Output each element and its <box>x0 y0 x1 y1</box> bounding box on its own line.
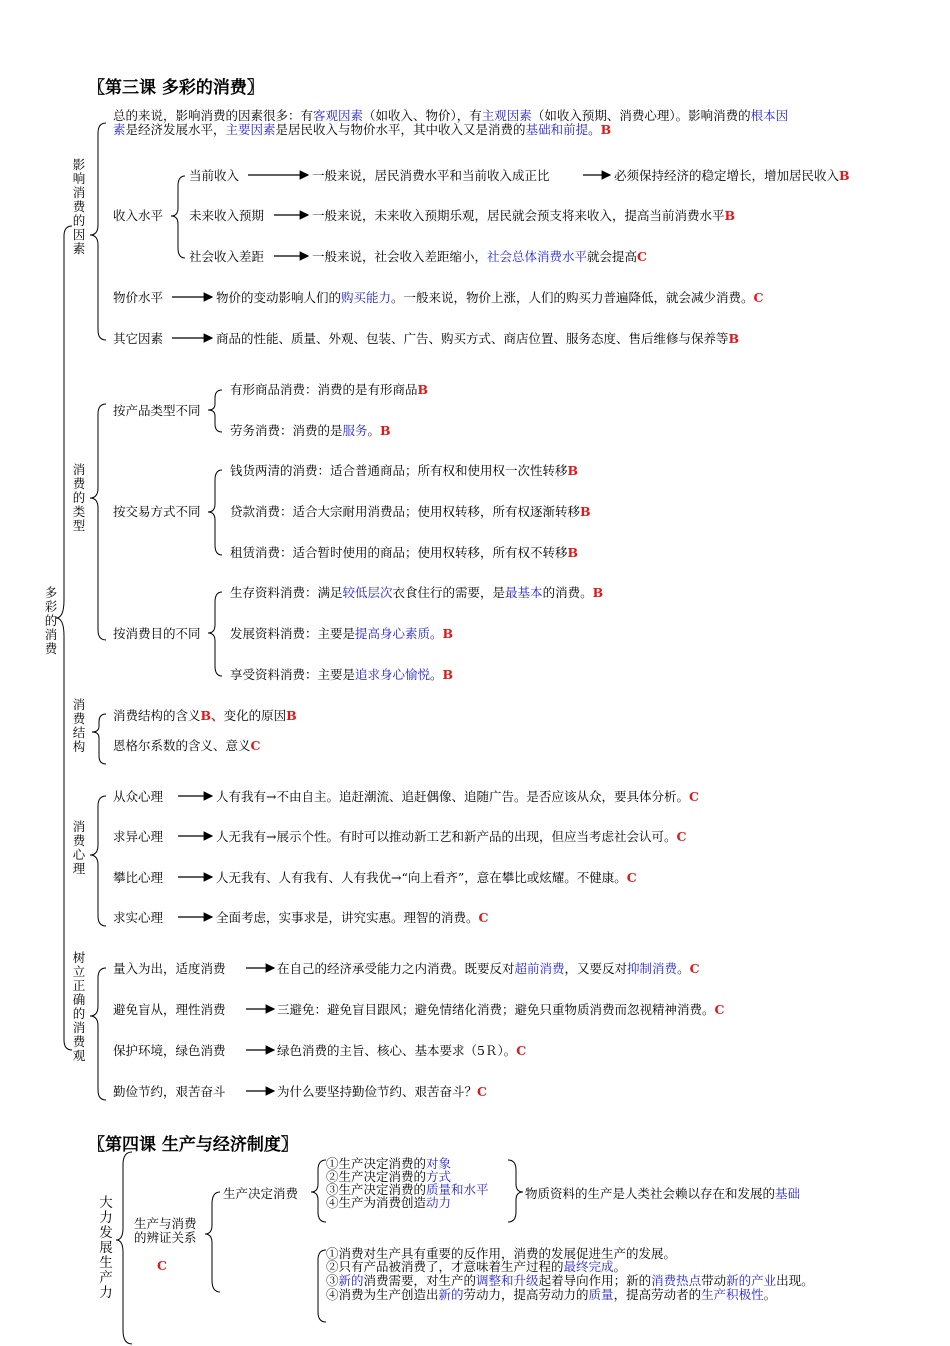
lesson3-title: 〖第三课 多彩的消费〗 <box>88 78 264 98</box>
group-consumption-psychology: 消费心理 <box>72 819 86 876</box>
intro-line-2: 素是经济发展水平，主要因素是居民收入与物价水平，其中收入又是消费的基础和前提。B <box>113 122 612 137</box>
cash-consumption: 钱货两清的消费：适合普通商品；所有权和使用权一次性转移B <box>230 463 579 478</box>
view-rational: 避免盲从，理性消费 <box>113 1002 226 1017</box>
future-income: 未来收入预期 <box>189 208 265 223</box>
decides-object: ①生产决定消费的对象 <box>326 1156 452 1171</box>
reaction-1: ①消费对生产具有重要的反作用，消费的发展促进生产的发展。 <box>326 1246 677 1261</box>
loan-consumption: 贷款消费：适合大宗耐用消费品；使用权转移，所有权逐渐转移B <box>230 504 591 519</box>
lesson4-title: 〖第四课 生产与经济制度〗 <box>88 1135 298 1155</box>
view-rational-desc: 三避免：避免盲目跟风；避免情绪化消费；避免只重物质消费而忽视精神消费。C <box>277 1002 725 1017</box>
by-purpose: 按消费目的不同 <box>113 626 201 641</box>
income-gap-desc: 一般来说，社会收入差距缩小，社会总体消费水平就会提高C <box>312 249 647 264</box>
reaction-3: ③新的消费需要，对生产的调整和升级起着导向作用；新的消费热点带动新的产业出现。 <box>326 1273 814 1288</box>
structure-meaning: 消费结构的含义B、变化的原因B <box>113 708 297 723</box>
current-income: 当前收入 <box>189 168 240 183</box>
view-green: 保护环境，绿色消费 <box>113 1043 226 1058</box>
dialectic-line-1: 生产与消费 <box>134 1216 197 1231</box>
practical-mentality-desc: 全面考虑，实事求是，讲究实惠。理智的消费。C <box>216 910 489 925</box>
material-production-basis: 物质资料的生产是人类社会赖以存在和发展的基础 <box>525 1186 801 1201</box>
group-correct-consumption-view: 树立正确的消费观 <box>72 950 86 1063</box>
reaction-4: ④消费为生产创造出新的劳动力，提高劳动力的质量，提高劳动者的生产积极性。 <box>326 1287 777 1302</box>
comparison-mentality: 攀比心理 <box>113 870 164 885</box>
current-income-result: 必须保持经济的稳定增长，增加居民收入B <box>614 168 850 183</box>
by-trade-method: 按交易方式不同 <box>113 504 201 519</box>
tangible-consumption: 有形商品消费：消费的是有形商品B <box>230 382 429 397</box>
intro-line-1: 总的来说，影响消费的因素很多：有客观因素（如收入、物价），有主观因素（如收入预期、消费心理）。影响消费的根本因 <box>113 108 789 123</box>
by-product-type: 按产品类型不同 <box>113 403 201 418</box>
service-consumption: 劳务消费：消费的是服务。B <box>230 423 391 438</box>
comparison-mentality-desc: 人无我有、人有我有、人有我优→“向上看齐”，意在攀比或炫耀。不健康。C <box>216 870 637 885</box>
seeking-difference-desc: 人无我有→展示个性。有时可以推动新工艺和新产品的出现，但应当考虑社会认可。C <box>216 829 687 844</box>
decides-method: ②生产决定消费的方式 <box>326 1169 452 1184</box>
engel-coefficient: 恩格尔系数的含义、意义C <box>113 738 261 753</box>
view-thrift: 勤俭节约，艰苦奋斗 <box>113 1084 226 1099</box>
herd-mentality-desc: 人有我有→不由自主。追赶潮流、追赶偶像、追随广告。是否应该从众，要具体分析。C <box>216 789 699 804</box>
other-factors-desc: 商品的性能、质量、外观、包装、广告、购买方式、商店位置、服务态度、售后维修与保养等B <box>216 331 740 346</box>
lesson3-root-label: 多彩的消费 <box>44 585 58 656</box>
income-gap: 社会收入差距 <box>189 249 265 264</box>
development-consumption: 发展资料消费：主要是提高身心素质。B <box>230 626 454 641</box>
view-moderate-desc: 在自己的经济承受能力之内消费。既要反对超前消费，又要反对抑制消费。C <box>277 961 700 976</box>
view-thrift-desc: 为什么要坚持勤俭节约、艰苦奋斗？C <box>277 1084 487 1099</box>
other-factors: 其它因素 <box>113 331 164 346</box>
income-level: 收入水平 <box>113 208 164 223</box>
price-level: 物价水平 <box>113 290 164 305</box>
view-green-desc: 绿色消费的主旨、核心、基本要求（5Ｒ）。C <box>277 1043 527 1058</box>
group-consumption-structure: 消费结构 <box>72 697 86 754</box>
future-income-desc: 一般来说，未来收入预期乐观，居民就会预支将来收入，提高当前消费水平B <box>312 208 736 223</box>
group-consumption-types: 消费的类型 <box>72 462 86 533</box>
lesson4-root-label: 大力发展生产力 <box>99 1195 113 1301</box>
decides-quality: ③生产决定消费的质量和水平 <box>326 1182 489 1197</box>
enjoyment-consumption: 享受资料消费：主要是追求身心愉悦。B <box>230 667 454 682</box>
herd-mentality: 从众心理 <box>113 789 164 804</box>
production-decides-consumption: 生产决定消费 <box>223 1186 299 1201</box>
view-moderate: 量入为出，适度消费 <box>113 961 226 976</box>
lesson4-grade: C <box>157 1258 167 1273</box>
current-income-desc: 一般来说，居民消费水平和当前收入成正比 <box>312 168 550 183</box>
group-influence-factors: 影响消费的因素 <box>72 157 86 256</box>
creates-motivation: ④生产为消费创造动力 <box>326 1195 452 1210</box>
rental-consumption: 租赁消费：适合暂时使用的商品；使用权转移，所有权不转移B <box>230 545 579 560</box>
practical-mentality: 求实心理 <box>113 910 164 925</box>
survival-consumption: 生存资料消费：满足较低层次衣食住行的需要，是最基本的消费。B <box>230 585 604 600</box>
price-level-desc: 物价的变动影响人们的购买能力。一般来说，物价上涨，人们的购买力普遍降低，就会减少消费。C <box>216 290 764 305</box>
dialectic-line-2: 的辨证关系 <box>134 1230 197 1245</box>
seeking-difference: 求异心理 <box>113 829 164 844</box>
reaction-2: ②只有产品被消费了，才意味着生产过程的最终完成。 <box>326 1259 627 1274</box>
